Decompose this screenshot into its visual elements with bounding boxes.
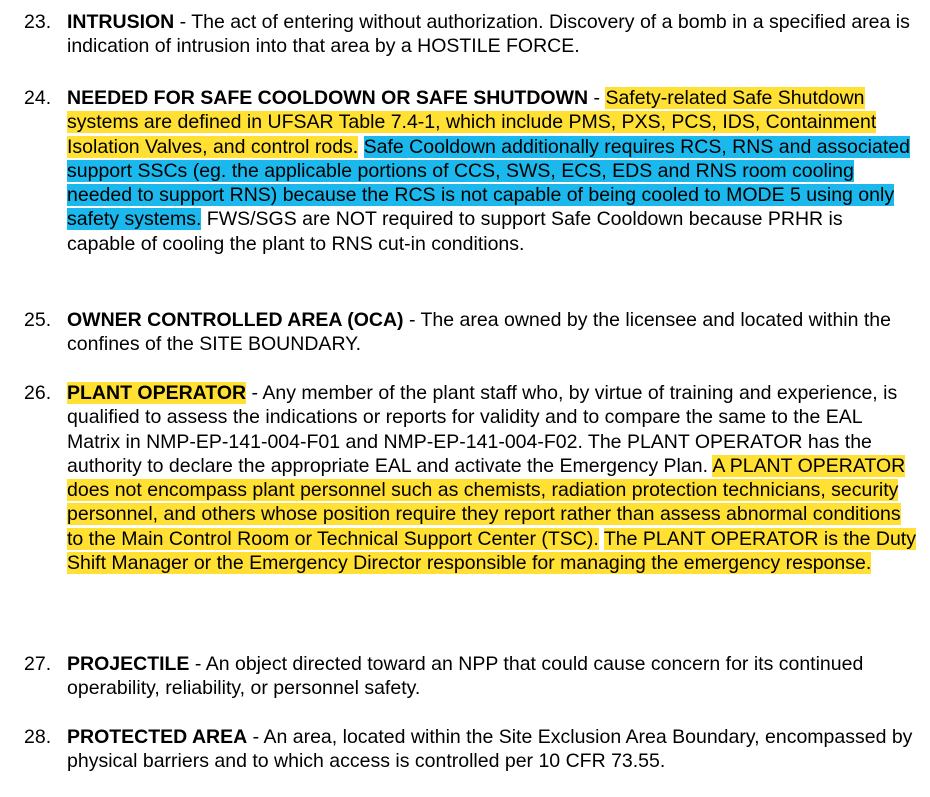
definition-28	[24, 725, 916, 774]
definition-text: The act of entering without authorization. Discovery of a bomb in a specified area is indication of intrusion into that area by a HOSTILE FORCE.	[67, 11, 910, 58]
definition-text: The area owned by the licensee and located within the confines of the SITE BOUNDARY.	[67, 309, 891, 356]
yellow-highlighted-text: A PLANT OPERATOR does not encompass plant personnel such as chemists, radiation protection technicians, security personnel, and others whose position require they report rather than assess abnormal conditions to the Main Control Room or Technical Support Center (TSC).	[67, 454, 906, 550]
term-separator: -	[403, 309, 421, 331]
definition-text: FWS/SGS are NOT required to support Safe Cooldown because PRHR is capable of cooling the plant to RNS cut-in conditions.	[67, 208, 843, 255]
definition-27	[24, 652, 916, 701]
definition-term: PLANT OPERATOR	[67, 382, 247, 404]
item-number: 28.	[24, 726, 52, 748]
definition-body	[67, 652, 916, 701]
definition-23	[24, 10, 916, 59]
definition-26	[24, 381, 916, 575]
item-number: 23.	[24, 11, 52, 33]
term-separator: -	[174, 11, 192, 33]
yellow-highlighted-text: Safety-related Safe Shutdown systems are defined in UFSAR Table 7.4-1, which include PMS, PXS, PCS, IDS, Containment Isolation Valves, and control rods.	[67, 87, 877, 158]
definition-25	[24, 308, 916, 357]
term-separator: -	[246, 382, 263, 404]
definition-term: OWNER CONTROLLED AREA (OCA)	[67, 309, 404, 331]
term-separator: -	[588, 87, 606, 109]
definition-term: PROTECTED AREA	[67, 726, 248, 748]
item-number: 26.	[24, 382, 52, 404]
text-gap	[358, 136, 363, 158]
term-separator: -	[247, 726, 264, 748]
blue-highlighted-text: Safe Cooldown additionally requires RCS, RNS and associated support SSCs (eg. the applicable portions of CCS, SWS, ECS, EDS and RNS room cooling needed to support RNS) because the RCS is not capable of being cooled to MODE 5 using only safety systems.	[67, 135, 910, 231]
definition-body	[67, 725, 916, 774]
definition-body	[67, 10, 916, 59]
item-number: 27.	[24, 653, 52, 675]
definition-body	[67, 308, 916, 357]
definition-term: PROJECTILE	[67, 653, 190, 675]
definition-term: NEEDED FOR SAFE COOLDOWN OR SAFE SHUTDOWN	[67, 87, 589, 109]
item-number: 25.	[24, 309, 52, 331]
definition-24	[24, 86, 916, 256]
item-number: 24.	[24, 87, 52, 109]
definition-term: INTRUSION	[67, 11, 175, 33]
definition-text: An area, located within the Site Exclusion Area Boundary, encompassed by physical barriers and to which access is controlled per 10 CFR 73.55.	[67, 726, 913, 773]
definition-body	[67, 86, 916, 256]
definition-text: Any member of the plant staff who, by virtue of training and experience, is qualified to assess the indications or reports for validity and to compare the same to the EAL Matrix in NMP-EP-141-004-F01 and NMP-EP-141-004-F02. The PLANT OPERATOR has the authority to declare the appropriate EAL and activate the Emergency Plan.	[67, 382, 898, 477]
definition-text: An object directed toward an NPP that could cause concern for its continued operability, reliability, or personnel safety.	[67, 653, 864, 700]
definition-body	[67, 381, 916, 575]
yellow-highlighted-text: The PLANT OPERATOR is the Duty Shift Manager or the Emergency Director responsible for managing the emergency response.	[67, 527, 916, 575]
term-separator: -	[189, 653, 206, 675]
